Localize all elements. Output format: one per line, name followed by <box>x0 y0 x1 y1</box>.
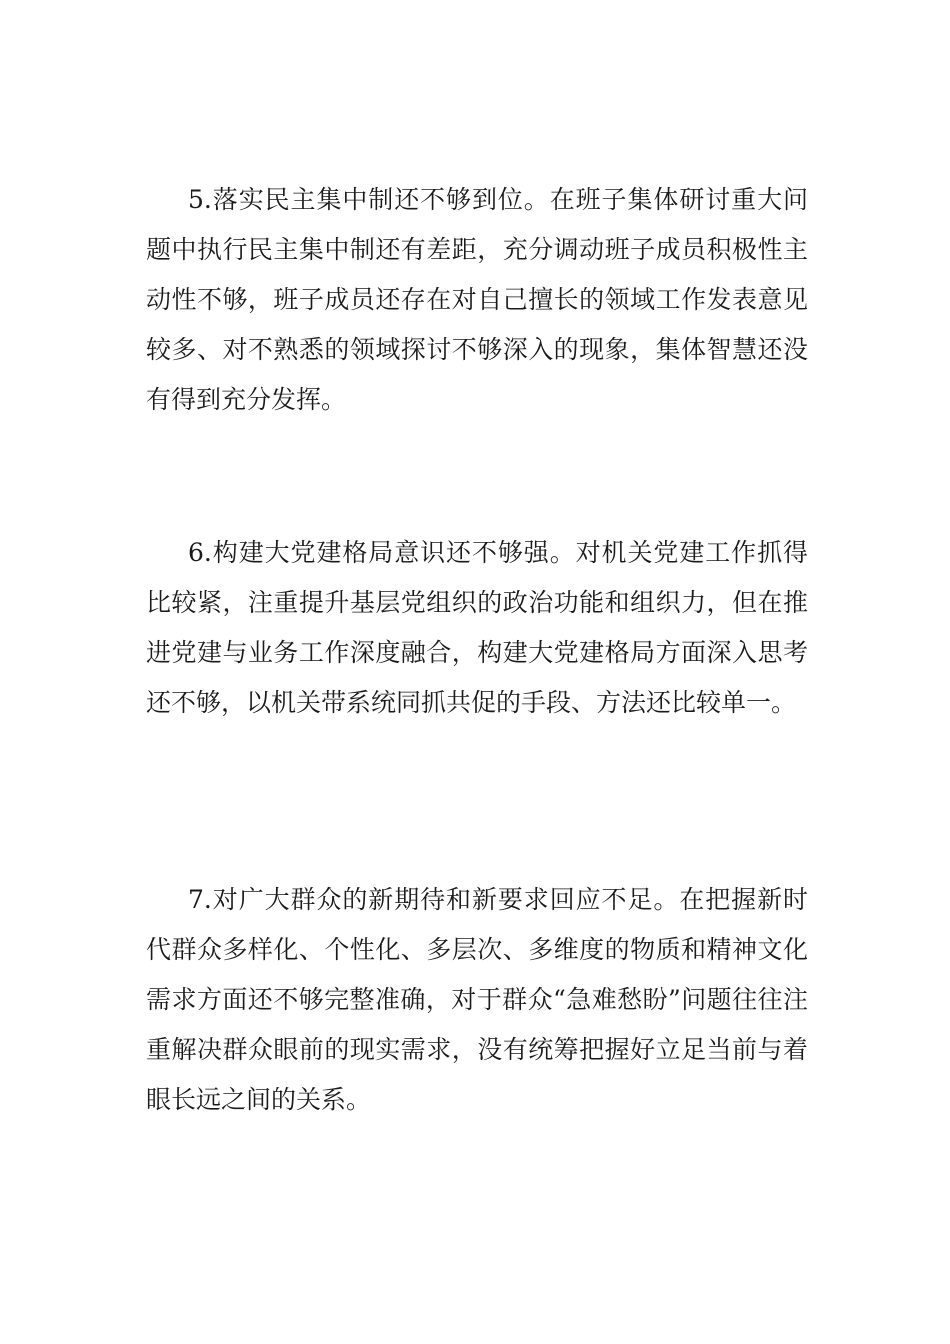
paragraph-5: 5.落实民主集中制还不够到位。在班子集体研讨重大问题中执行民主集中制还有差距，充分调动班子成员积极性主动性不够，班子成员还存在对自己擅长的领域工作发表意见较多、对不熟悉的领域探讨不够深入的现象，集体智慧还没有得到充分发挥。 <box>146 185 808 414</box>
paragraph-6: 6.构建大党建格局意识还不够强。对机关党建工作抓得比较紧，注重提升基层党组织的政治功能和组织力，但在推进党建与业务工作深度融合，构建大党建格局方面深入思考还不够，以机关带系统同抓共促的手段、方法还比较单一。 <box>146 538 808 717</box>
paragraph-7: 7.对广大群众的新期待和新要求回应不足。在把握新时代群众多样化、个性化、多层次、多维度的物质和精神文化需求方面还不够完整准确，对于群众“急难愁盼”问题往往注重解决群众眼前的现实需求，没有统筹把握好立足当前与着眼长远之间的关系。 <box>146 885 808 1114</box>
